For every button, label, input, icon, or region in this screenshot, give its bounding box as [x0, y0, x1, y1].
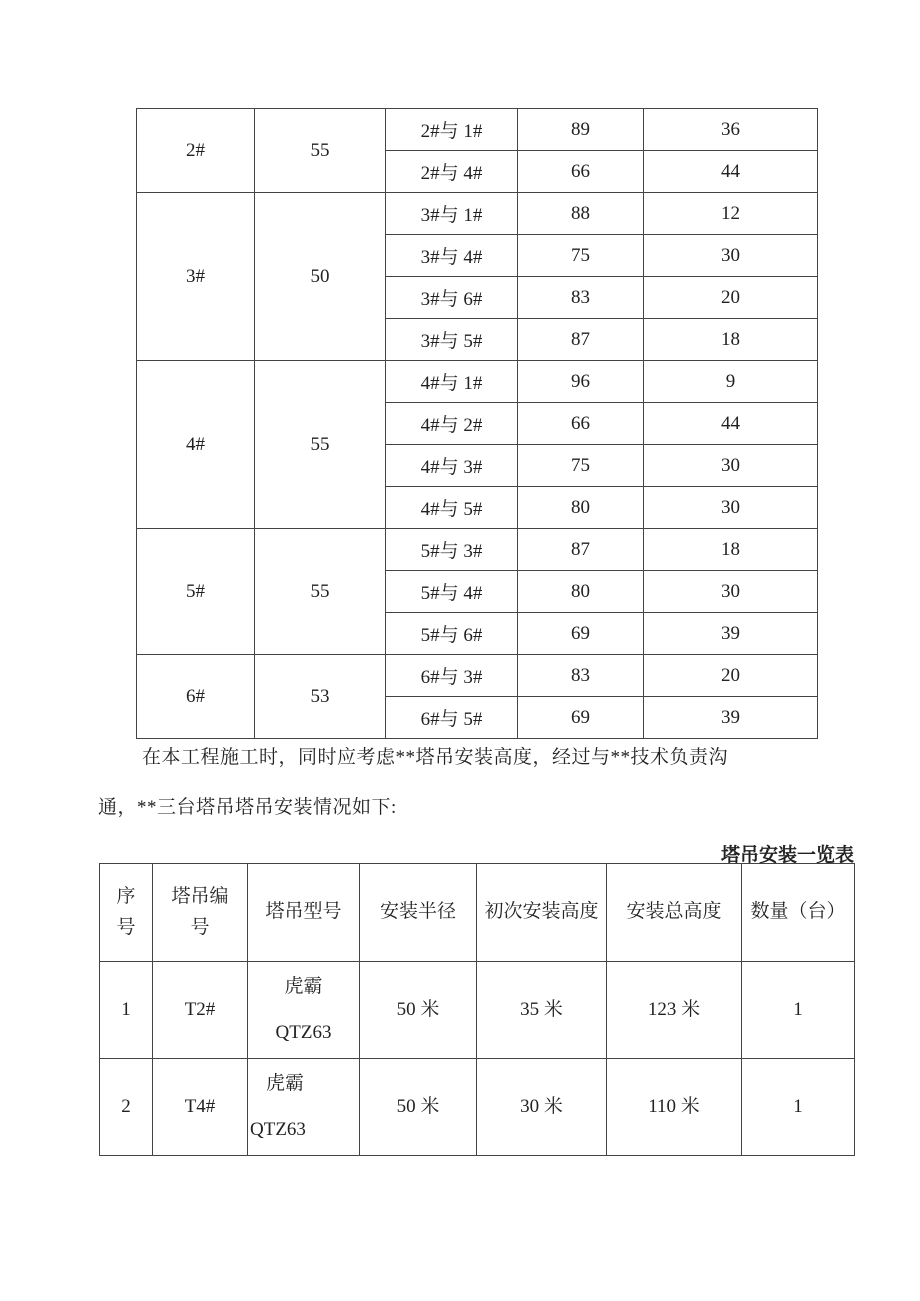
- body-paragraph-line-2: 通，**三台塔吊塔吊安装情况如下:: [98, 797, 397, 818]
- distance-cell: 66: [518, 151, 644, 193]
- table-row: [137, 529, 818, 571]
- header-crane-code-line-2: 号: [190, 916, 210, 938]
- radius-cell: 55: [255, 109, 386, 193]
- distance-cell: 75: [518, 445, 644, 487]
- pair-cell: 4#与 3#: [386, 445, 518, 487]
- radius-cell: 55: [255, 361, 386, 529]
- model-cell: [248, 962, 360, 1059]
- pair-cell: 5#与 4#: [386, 571, 518, 613]
- distance-cell: 80: [518, 571, 644, 613]
- pair-cell: 4#与 2#: [386, 403, 518, 445]
- pair-cell: 6#与 3#: [386, 655, 518, 697]
- overlap-cell: 9: [644, 361, 818, 403]
- model-cell: [248, 1059, 360, 1156]
- quantity-cell: 1: [742, 1059, 855, 1156]
- pair-cell: 6#与 5#: [386, 697, 518, 739]
- crane-cell: 4#: [137, 361, 255, 529]
- pair-cell: 5#与 6#: [386, 613, 518, 655]
- distance-cell: 87: [518, 529, 644, 571]
- header-seq-line-2: 号: [116, 916, 136, 938]
- overlap-cell: 44: [644, 151, 818, 193]
- crane-code-cell: T4#: [153, 1059, 248, 1156]
- overlap-cell: 18: [644, 529, 818, 571]
- distance-cell: 69: [518, 613, 644, 655]
- header-crane-code-line-1: 塔吊编: [171, 886, 229, 908]
- pair-cell: 2#与 1#: [386, 109, 518, 151]
- overlap-cell: 12: [644, 193, 818, 235]
- table-row: [137, 655, 818, 697]
- pair-cell: 2#与 4#: [386, 151, 518, 193]
- radius-cell: 50 米: [360, 962, 477, 1059]
- overlap-cell: 30: [644, 571, 818, 613]
- crane-cell: 3#: [137, 193, 255, 361]
- overlap-cell: 30: [644, 235, 818, 277]
- distance-cell: 96: [518, 361, 644, 403]
- seq-cell: 2: [100, 1059, 153, 1156]
- overlap-cell: 20: [644, 655, 818, 697]
- header-model: 塔吊型号: [248, 864, 360, 962]
- overlap-cell: 39: [644, 697, 818, 739]
- header-total-height: 安装总高度: [607, 864, 742, 962]
- pair-cell: 4#与 1#: [386, 361, 518, 403]
- overlap-cell: 30: [644, 487, 818, 529]
- distance-cell: 80: [518, 487, 644, 529]
- distance-cell: 75: [518, 235, 644, 277]
- table-row: [137, 193, 818, 235]
- distance-cell: 69: [518, 697, 644, 739]
- pair-cell: 3#与 4#: [386, 235, 518, 277]
- overlap-cell: 44: [644, 403, 818, 445]
- header-radius: 安装半径: [360, 864, 477, 962]
- distance-cell: 89: [518, 109, 644, 151]
- header-row: [100, 864, 855, 962]
- radius-cell: 50: [255, 193, 386, 361]
- initial-height-cell: 35 米: [477, 962, 607, 1059]
- overlap-cell: 18: [644, 319, 818, 361]
- pair-cell: 3#与 1#: [386, 193, 518, 235]
- crane-cell: 6#: [137, 655, 255, 739]
- table-row: [137, 109, 818, 151]
- header-seq: [100, 864, 153, 962]
- radius-cell: 55: [255, 529, 386, 655]
- table-row: [100, 962, 855, 1059]
- distance-cell: 83: [518, 655, 644, 697]
- model-number: QTZ63: [250, 1119, 306, 1140]
- total-height-cell: 110 米: [607, 1059, 742, 1156]
- radius-cell: 53: [255, 655, 386, 739]
- overlap-cell: 36: [644, 109, 818, 151]
- distance-cell: 88: [518, 193, 644, 235]
- distance-cell: 87: [518, 319, 644, 361]
- quantity-cell: 1: [742, 962, 855, 1059]
- pair-cell: 3#与 5#: [386, 319, 518, 361]
- overlap-cell: 20: [644, 277, 818, 319]
- table-caption: 塔吊安装一览表: [720, 844, 854, 866]
- crane-code-cell: T2#: [153, 962, 248, 1059]
- model-number: QTZ63: [275, 1022, 332, 1043]
- distance-cell: 66: [518, 403, 644, 445]
- header-crane-code: [153, 864, 248, 962]
- table-row: [137, 361, 818, 403]
- table-row: [100, 1059, 855, 1156]
- pair-cell: 4#与 5#: [386, 487, 518, 529]
- header-quantity: 数量（台）: [742, 864, 855, 962]
- model-brand: 虎霸: [284, 976, 323, 998]
- distance-cell: 83: [518, 277, 644, 319]
- total-height-cell: 123 米: [607, 962, 742, 1059]
- seq-cell: 1: [100, 962, 153, 1059]
- overlap-cell: 39: [644, 613, 818, 655]
- radius-cell: 50 米: [360, 1059, 477, 1156]
- crane-overlap-table: [136, 108, 818, 739]
- pair-cell: 5#与 3#: [386, 529, 518, 571]
- model-brand: 虎霸: [266, 1073, 305, 1095]
- body-paragraph-line-1: 在本工程施工时，同时应考虑**塔吊安装高度，经过与**技术负责沟: [142, 747, 729, 768]
- crane-cell: 2#: [137, 109, 255, 193]
- pair-cell: 3#与 6#: [386, 277, 518, 319]
- initial-height-cell: 30 米: [477, 1059, 607, 1156]
- header-seq-line-1: 序: [116, 886, 136, 908]
- overlap-cell: 30: [644, 445, 818, 487]
- crane-cell: 5#: [137, 529, 255, 655]
- header-initial-height: 初次安装高度: [477, 864, 607, 962]
- crane-installation-table: [99, 863, 855, 1156]
